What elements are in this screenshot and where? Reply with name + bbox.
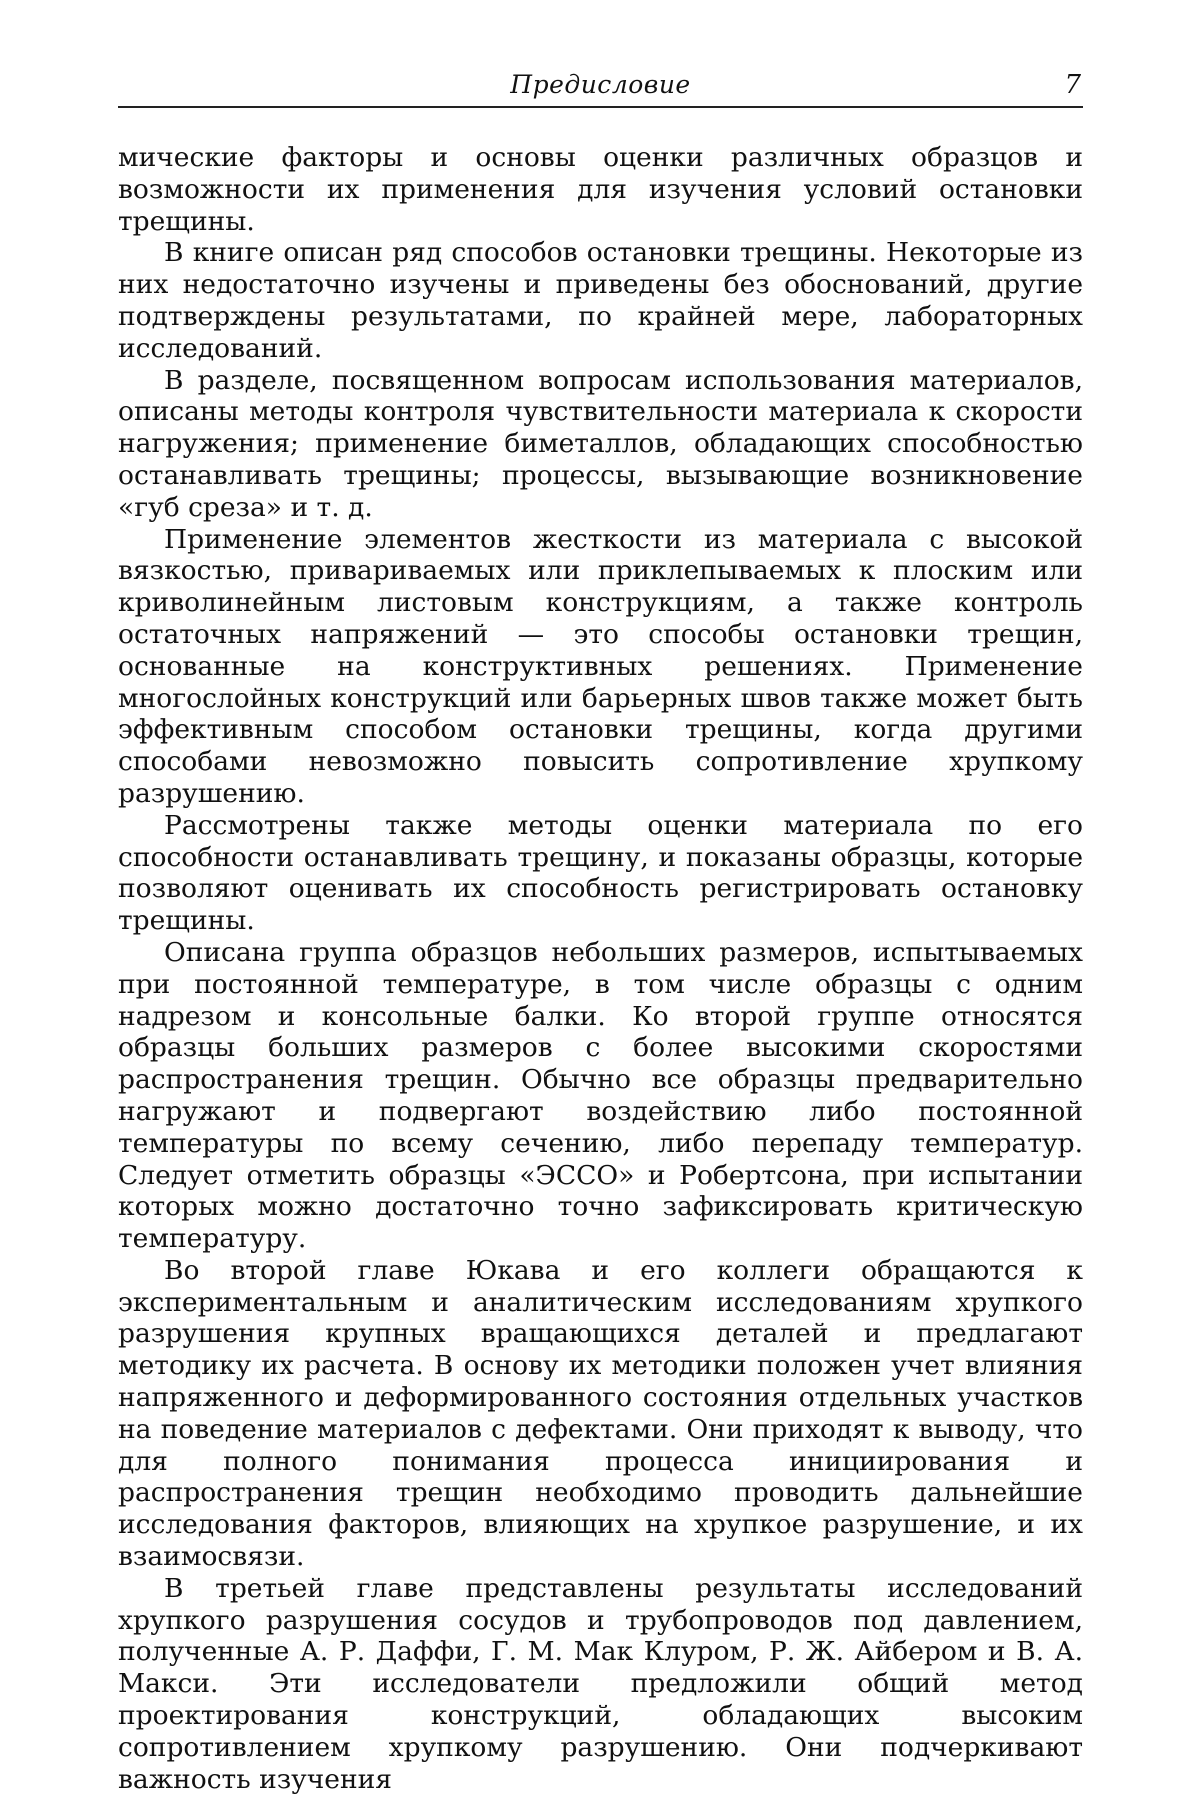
- paragraph-6: Описана группа образцов небольших размеров, испытываемых при постоянной температуре, в том числе образцы с одним надрезом и консольные балки. Ко второй группе относятся образцы больших размеров с более высокими скоростями распространения трещин. Обычно все образцы предварительно нагружают и подвергают воздействию либо постоянной температуры по всему сечению, либо перепаду температур. Следует отметить образцы «ЭССО» и Робертсона, при испытании которых можно достаточно точно зафиксировать критическую температуру.: [118, 936, 1083, 1255]
- page-number: 7: [1064, 70, 1081, 100]
- paragraph-2: В книге описан ряд способов остановки трещины. Некоторые из них недостаточно изучены и приведены без обоснований, другие подтверждены результатами, по крайней мере, лабораторных исследований.: [118, 237, 1083, 364]
- body-text: [118, 142, 1083, 1795]
- running-title: Предисловие: [510, 70, 691, 99]
- paragraph-5: Рассмотрены также методы оценки материала по его способности останавливать трещину, и показаны образцы, которые позволяют оценивать их способность регистрировать остановку трещины.: [118, 809, 1083, 937]
- paragraph-3: В разделе, посвященном вопросам использования материалов, описаны методы контроля чувствительности материала к скорости нагружения; применение биметаллов, обладающих способностью останавливать трещины; процессы, вызывающие возникновение «губ среза» и т. д.: [118, 364, 1083, 523]
- page-header: [118, 70, 1083, 108]
- paragraph-1: мические факторы и основы оценки различных образцов и возможности их применения для изучения условий остановки трещины.: [118, 142, 1083, 237]
- paragraph-8: В третьей главе представлены результаты исследований хрупкого разрушения сосудов и трубопроводов под давлением, полученные А. Р. Даффи, Г. М. Мак Клуром, Р. Ж. Айбером и В. А. Макси. Эти исследователи предложили общий метод проектирования конструкций, обладающих высоким сопротивлением хрупкому разрушению. Они подчеркивают важность изучения: [118, 1572, 1083, 1795]
- paragraph-4: Применение элементов жесткости из материала с высокой вязкостью, привариваемых или приклепываемых к плоским или криволинейным листовым конструкциям, а также контроль остаточных напряжений — это способы остановки трещин, основанные на конструктивных решениях. Применение многослойных конструкций или барьерных швов также может быть эффективным способом остановки трещины, когда другими способами невозможно повысить сопротивление хрупкому разрушению.: [118, 523, 1083, 809]
- paragraph-7: Во второй главе Юкава и его коллеги обращаются к экспериментальным и аналитическим исследованиям хрупкого разрушения крупных вращающихся деталей и предлагают методику их расчета. В основу их методики положен учет влияния напряженного и деформированного состояния отдельных участков на поведение материалов с дефектами. Они приходят к выводу, что для полного понимания процесса инициирования и распространения трещин необходимо проводить дальнейшие исследования факторов, влияющих на хрупкое разрушение, и их взаимосвязи.: [118, 1254, 1083, 1573]
- book-page: [118, 70, 1083, 1795]
